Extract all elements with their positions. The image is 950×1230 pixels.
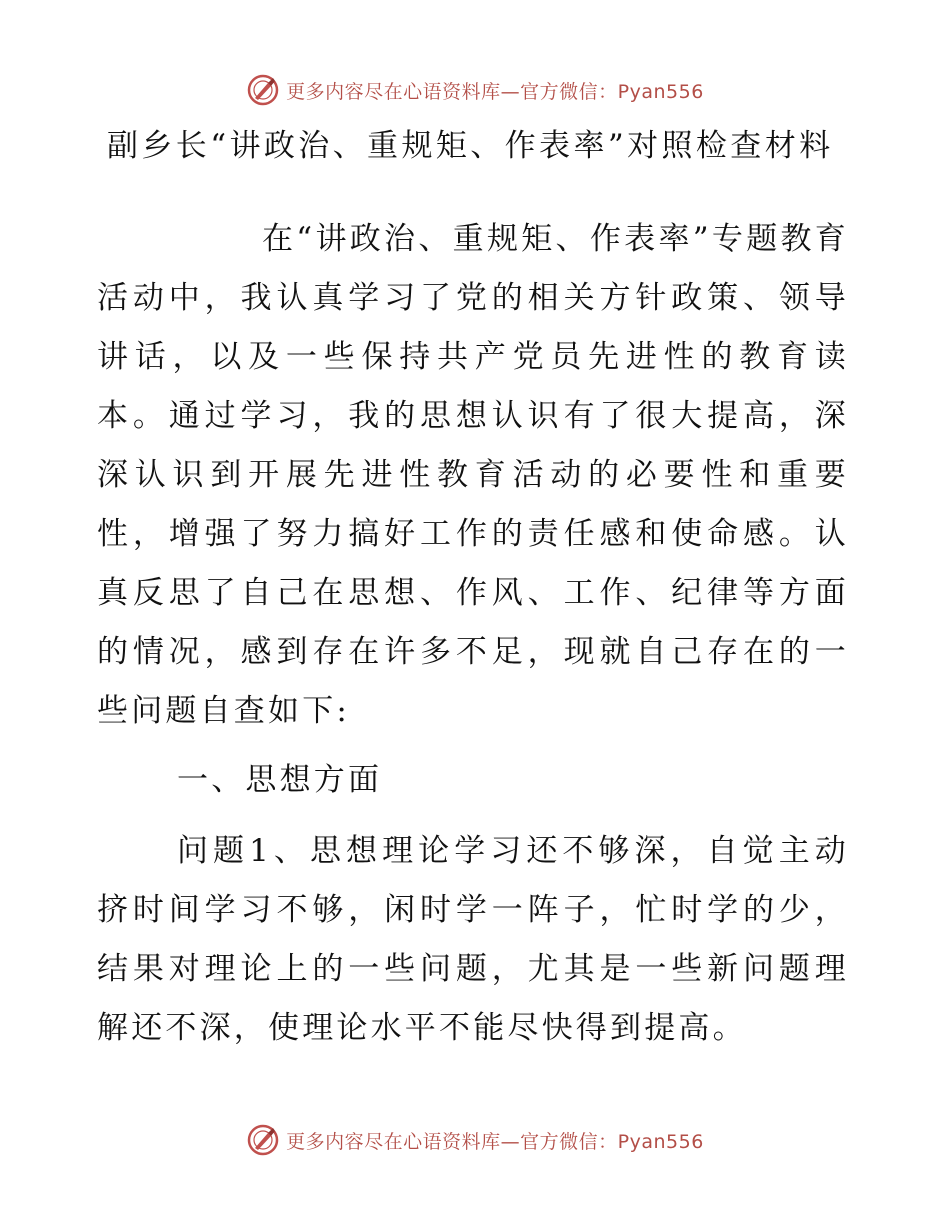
footer-banner	[0, 1120, 950, 1160]
footer-banner-suffix: 官方微信：Pyan556	[520, 1130, 704, 1153]
intro-paragraph: 在“讲政治、重规矩、作表率”专题教育活动中，我认真学习了党的相关方针政策、领导讲话，以及一些保持共产党员先进性的教育读本。通过学习，我的思想认识有了很大提高，深深认识到开展先进性教育活动的必要性和重要性，增强了努力搞好工作的责任感和使命感。认真反思了自己在思想、作风、工作、纪律等方面的情况，感到存在许多不足，现就自己存在的一些问题自查如下:	[97, 221, 849, 729]
pen-circle-logo-icon	[246, 73, 280, 107]
header-banner-main: 更多内容尽在心语资料库	[286, 80, 501, 103]
header-banner-suffix: 官方微信：Pyan556	[520, 80, 704, 103]
pen-circle-logo-icon	[246, 1123, 280, 1157]
header-banner-dash: —	[500, 80, 521, 103]
footer-banner-dash: —	[500, 1130, 521, 1153]
section-heading-thought: 一、思想方面	[177, 762, 383, 798]
document-body	[97, 122, 849, 1058]
document-title: 副乡长“讲政治、重规矩、作表率”对照检查材料	[107, 128, 834, 164]
header-banner	[0, 70, 950, 110]
footer-banner-text	[286, 1127, 704, 1154]
footer-banner-main: 更多内容尽在心语资料库	[286, 1130, 501, 1153]
problem-paragraph-1: 问题1、思想理论学习还不够深，自觉主动挤时间学习不够，闲时学一阵子，忙时学的少，结果对理论上的一些问题，尤其是一些新问题理解还不深，使理论水平不能尽快得到提高。	[97, 833, 849, 1046]
header-banner-text	[286, 77, 704, 104]
